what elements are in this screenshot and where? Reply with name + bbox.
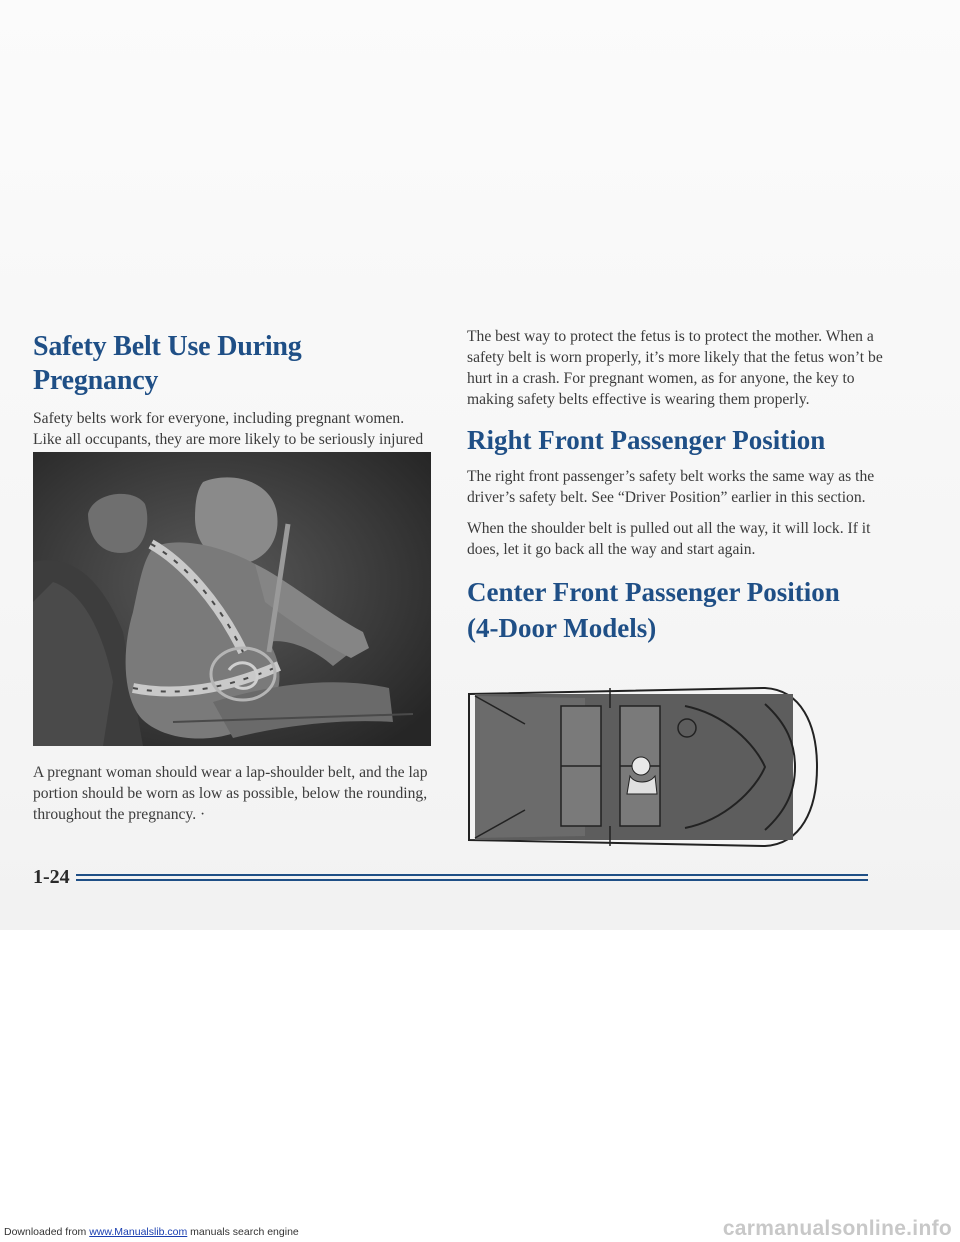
left-column [33, 330, 433, 471]
right-front-passenger-heading: Right Front Passenger Position [467, 425, 826, 455]
car-top-view-figure [465, 684, 821, 850]
illustration-caption: A pregnant woman should wear a lap-shoulder belt, and the lap portion should be worn as low as possible, below the rounding, throughout the pregnancy. · [33, 764, 428, 823]
download-attribution [4, 1226, 299, 1238]
fetus-protection-paragraph: The best way to protect the fetus is to protect the mother. When a safety belt is worn properly, it’s more likely that the fetus won’t be hurt in a crash. For pregnant women, as for anyone, the key to making safety belts effective is wearing them properly. [467, 328, 883, 408]
manualslib-link[interactable]: www.Manualslib.com [89, 1226, 188, 1238]
vehicle-seating-diagram [465, 684, 821, 850]
download-suffix: manuals search engine [187, 1226, 299, 1238]
pregnant-woman-illustration [33, 452, 431, 746]
center-front-heading-line1: Center Front Passenger Position [467, 577, 840, 607]
pregnancy-intro: Safety belts work for everyone, including pregnant women. Like all occupants, they are more likely to be seriously injured [33, 410, 424, 448]
right-column [467, 326, 887, 646]
pregnant-woman-figure [33, 452, 431, 746]
pregnancy-heading: Safety Belt Use During Pregnancy [33, 331, 302, 396]
footer-rule-bottom [76, 879, 868, 881]
illustration-caption-block [33, 762, 433, 825]
center-front-passenger-heading [467, 574, 887, 646]
download-prefix: Downloaded from [4, 1226, 90, 1238]
right-front-passenger-paragraph: The right front passenger’s safety belt works the same way as the driver’s safety belt. See “Driver Position” earlier in this section. [467, 468, 875, 506]
site-watermark: carmanualsonline.info [722, 1217, 952, 1240]
shoulder-belt-lock-paragraph: When the shoulder belt is pulled out all the way, it will lock. If it does, let it go back all the way and start again. [467, 520, 871, 558]
page-number: 1-24 [33, 866, 70, 888]
footer-rule-top [76, 874, 868, 876]
center-front-heading-line2: (4-Door Models) [467, 613, 657, 643]
